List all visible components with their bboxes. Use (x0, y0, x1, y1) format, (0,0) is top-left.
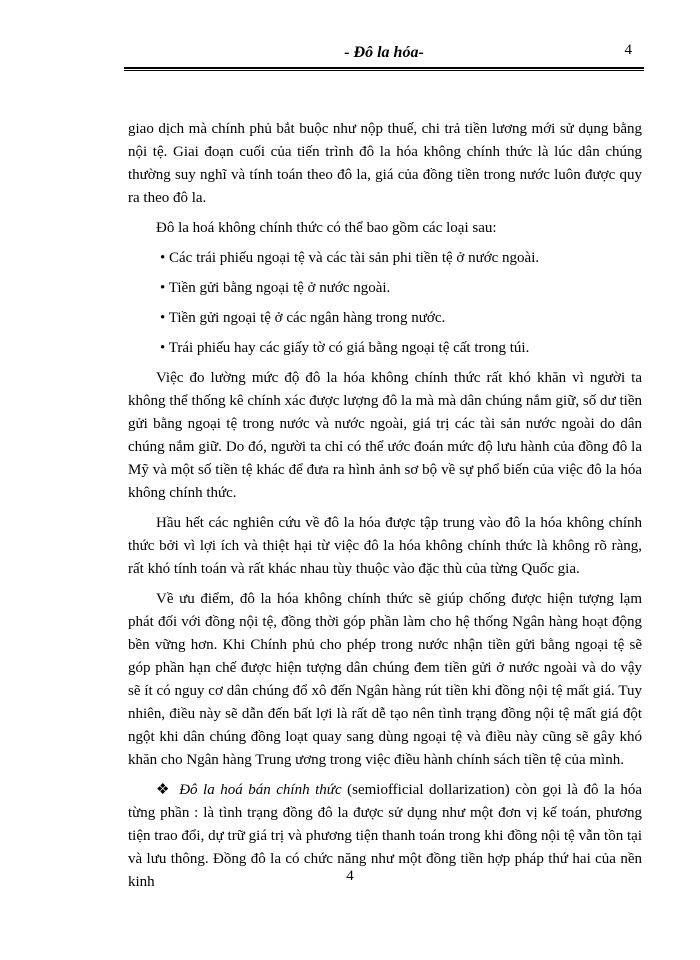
header-page-number: 4 (624, 42, 632, 58)
bullet-item: • Tiền gửi bằng ngoại tệ ở nước ngoài. (160, 280, 391, 296)
document-body (128, 118, 642, 901)
bullet-item: • Các trái phiếu ngoại tệ và các tài sản phi tiền tệ ở nước ngoài. (160, 250, 540, 266)
bullet-item: • Tiền gửi ngoại tệ ở các ngân hàng trong nước. (160, 310, 446, 326)
paragraph-5: Về ưu điểm, đô la hóa không chính thức sẽ giúp chống được hiện tượng lạm phát đối với đồng nội tệ, đồng thời góp phần làm cho hệ thống Ngân hàng hoạt động bền vững hơn. Khi Chính phủ cho phép trong nước nhận tiền gửi bằng ngoại tệ sẽ góp phần hạn chế được hiện tượng dân chúng đem tiền gửi ở nước ngoài và do vậy sẽ ít có nguy cơ dân chúng đổ xô đến Ngân hàng rút tiền khi đồng nội tệ mất giá. Tuy nhiên, điều này sẽ dẫn đến bất lợi là rất dễ tạo nên tình trạng đồng nội tệ mất giá đột ngột khi dân chúng đồng loạt quay sang dùng ngoại tệ và điều này cũng sẽ gây khó khăn cho Ngân hàng Trung ương trong việc điều hành chính sách tiền tệ của mình. (128, 591, 642, 768)
paragraph-4: Hầu hết các nghiên cứu về đô la hóa được tập trung vào đô la hóa không chính thức bởi vì lợi ích và thiệt hại từ việc đô la hóa không chính thức là không rõ ràng, rất khó tính toán và rất khác nhau tùy thuộc vào đặc thù của từng Quốc gia. (128, 515, 642, 577)
paragraph-2: Đô la hoá không chính thức có thể bao gồm các loại sau: (156, 220, 497, 236)
header-rule (124, 67, 644, 71)
page-header (124, 40, 644, 66)
paragraph-6-text: (semiofficial dollarization) còn gọi là đô la hóa từng phần : là tình trạng đồng đô la được sử dụng như một đơn vị kế toán, phương tiện trao đổi, dự trữ giá trị và phương tiện thanh toán trong khi đồng nội tệ vẫn tồn tại và lưu thông. Đồng đô la có chức năng như một đồng tiền hợp pháp thứ hai của nền kinh (128, 782, 642, 890)
diamond-bullet-icon: ❖ (156, 782, 172, 798)
term-semiofficial-dollarization: Đô la hoá bán chính thức (179, 782, 342, 798)
header-title: - Đô la hóa- (344, 44, 424, 61)
footer-page-number: 4 (346, 868, 354, 884)
paragraph-3: Việc đo lường mức độ đô la hóa không chính thức rất khó khăn vì người ta không thể thống kê chính xác được lượng đô la mà mà dân chúng nắm giữ, số dư tiền gửi bằng ngoại tệ trong nước và nước ngoài, giá trị các tài sản nước ngoài do dân chúng nắm giữ. Do đó, người ta chỉ có thể ước đoán mức độ lưu hành của đồng đô la Mỹ và một số tiền tệ khác để đưa ra hình ảnh sơ bộ về sự phổ biến của việc đô la hóa không chính thức. (128, 370, 642, 501)
bullet-item: • Trái phiếu hay các giấy tờ có giá bằng ngoại tệ cất trong túi. (160, 340, 530, 356)
paragraph-1: giao dịch mà chính phủ bắt buộc như nộp thuế, chi trả tiền lương mới sử dụng bằng nội tệ. Giai đoạn cuối của tiến trình đô la hóa không chính thức là lúc dân chúng thường suy nghĩ và tính toán theo đô la, giá của đồng tiền trong nước luôn được quy ra theo đô la. (128, 121, 642, 206)
